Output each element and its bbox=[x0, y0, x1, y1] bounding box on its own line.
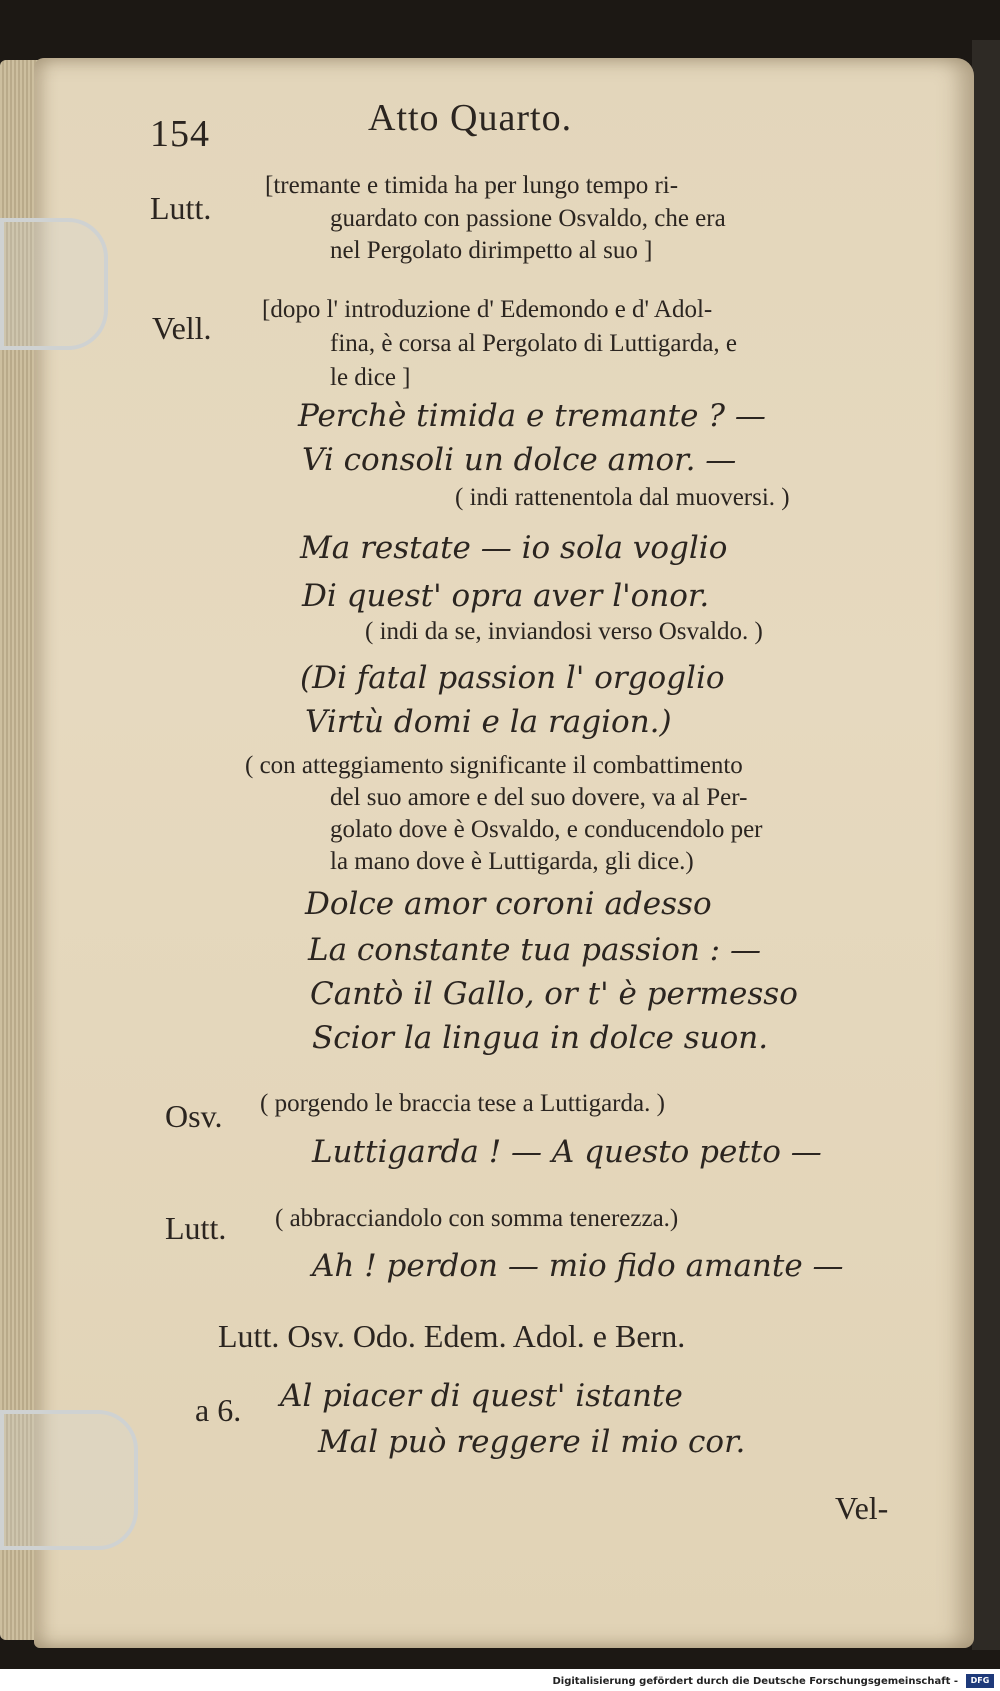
verse-line: Al piacer di quest' istante bbox=[280, 1378, 683, 1414]
verse-line: Vi consoli un dolce amor. — bbox=[302, 442, 737, 478]
stage-direction: ( porgendo le braccia tese a Luttigarda. ) bbox=[260, 1090, 665, 1117]
stage-direction: golato dove è Osvaldo, e conducendolo per bbox=[330, 816, 763, 843]
catchword: Vel- bbox=[835, 1490, 889, 1526]
speaker-label: Osv. bbox=[165, 1098, 223, 1134]
verse-line: Perchè timida e tremante ? — bbox=[298, 398, 766, 434]
stage-direction: fina, è corsa al Pergolato di Luttigarda, e bbox=[330, 330, 738, 357]
verse-line: La constante tua passion : — bbox=[308, 932, 761, 968]
verse-line: Mal può reggere il mio cor. bbox=[318, 1424, 746, 1460]
verse-line: Luttigarda ! — A questo petto — bbox=[312, 1134, 822, 1170]
stage-direction: [dopo l' introduzione d' Edemondo e d' Adol- bbox=[262, 296, 713, 323]
verse-line: (Di fatal passion l' orgoglio bbox=[300, 660, 725, 696]
stage-direction: guardato con passione Osvaldo, che era bbox=[330, 205, 726, 232]
stage-direction: del suo amore e del suo dovere, va al Per- bbox=[330, 784, 748, 811]
verse-line: Cantò il Gallo, or t' è permesso bbox=[310, 976, 798, 1012]
ensemble-label: a 6. bbox=[195, 1392, 242, 1428]
verse-line: Virtù domi e la ragion.) bbox=[305, 704, 672, 740]
stage-direction: ( indi rattenentola dal muoversi. ) bbox=[455, 484, 790, 511]
book-clip-bottom bbox=[0, 1410, 138, 1550]
verse-line: Di quest' opra aver l'onor. bbox=[302, 578, 710, 614]
stage-direction: la mano dove è Luttigarda, gli dice.) bbox=[330, 848, 694, 875]
verse-line: Scior la lingua in dolce suon. bbox=[312, 1020, 769, 1056]
stage-direction: le dice ] bbox=[330, 364, 411, 391]
speaker-label: Vell. bbox=[152, 310, 212, 346]
speaker-label: Lutt. bbox=[165, 1210, 227, 1246]
dfg-logo-icon: DFG bbox=[966, 1674, 994, 1688]
verse-line: Ma restate — io sola voglio bbox=[300, 530, 728, 566]
ensemble-names: Lutt. Osv. Odo. Edem. Adol. e Bern. bbox=[218, 1318, 686, 1354]
stage-direction: nel Pergolato dirimpetto al suo ] bbox=[330, 237, 653, 264]
speaker-label: Lutt. bbox=[150, 190, 212, 226]
verse-line: Ah ! perdon — mio fido amante — bbox=[312, 1248, 844, 1284]
page-number: 154 bbox=[150, 113, 210, 155]
stage-direction: ( abbracciandolo con somma tenerezza.) bbox=[275, 1205, 679, 1232]
footer-bar bbox=[0, 1669, 1000, 1691]
book-spine-edge bbox=[972, 40, 1000, 1650]
footer-credit: Digitalisierung gefördert durch die Deutsche Forschungsgemeinschaft - bbox=[552, 1676, 958, 1687]
running-title: Atto Quarto. bbox=[368, 97, 573, 139]
verse-line: Dolce amor coroni adesso bbox=[305, 886, 712, 922]
book-clip-top bbox=[0, 218, 108, 350]
stage-direction: ( indi da se, inviandosi verso Osvaldo. ) bbox=[365, 618, 763, 645]
stage-direction: [tremante e timida ha per lungo tempo ri- bbox=[265, 172, 679, 199]
stage-direction: ( con atteggiamento significante il combattimento bbox=[245, 752, 743, 779]
